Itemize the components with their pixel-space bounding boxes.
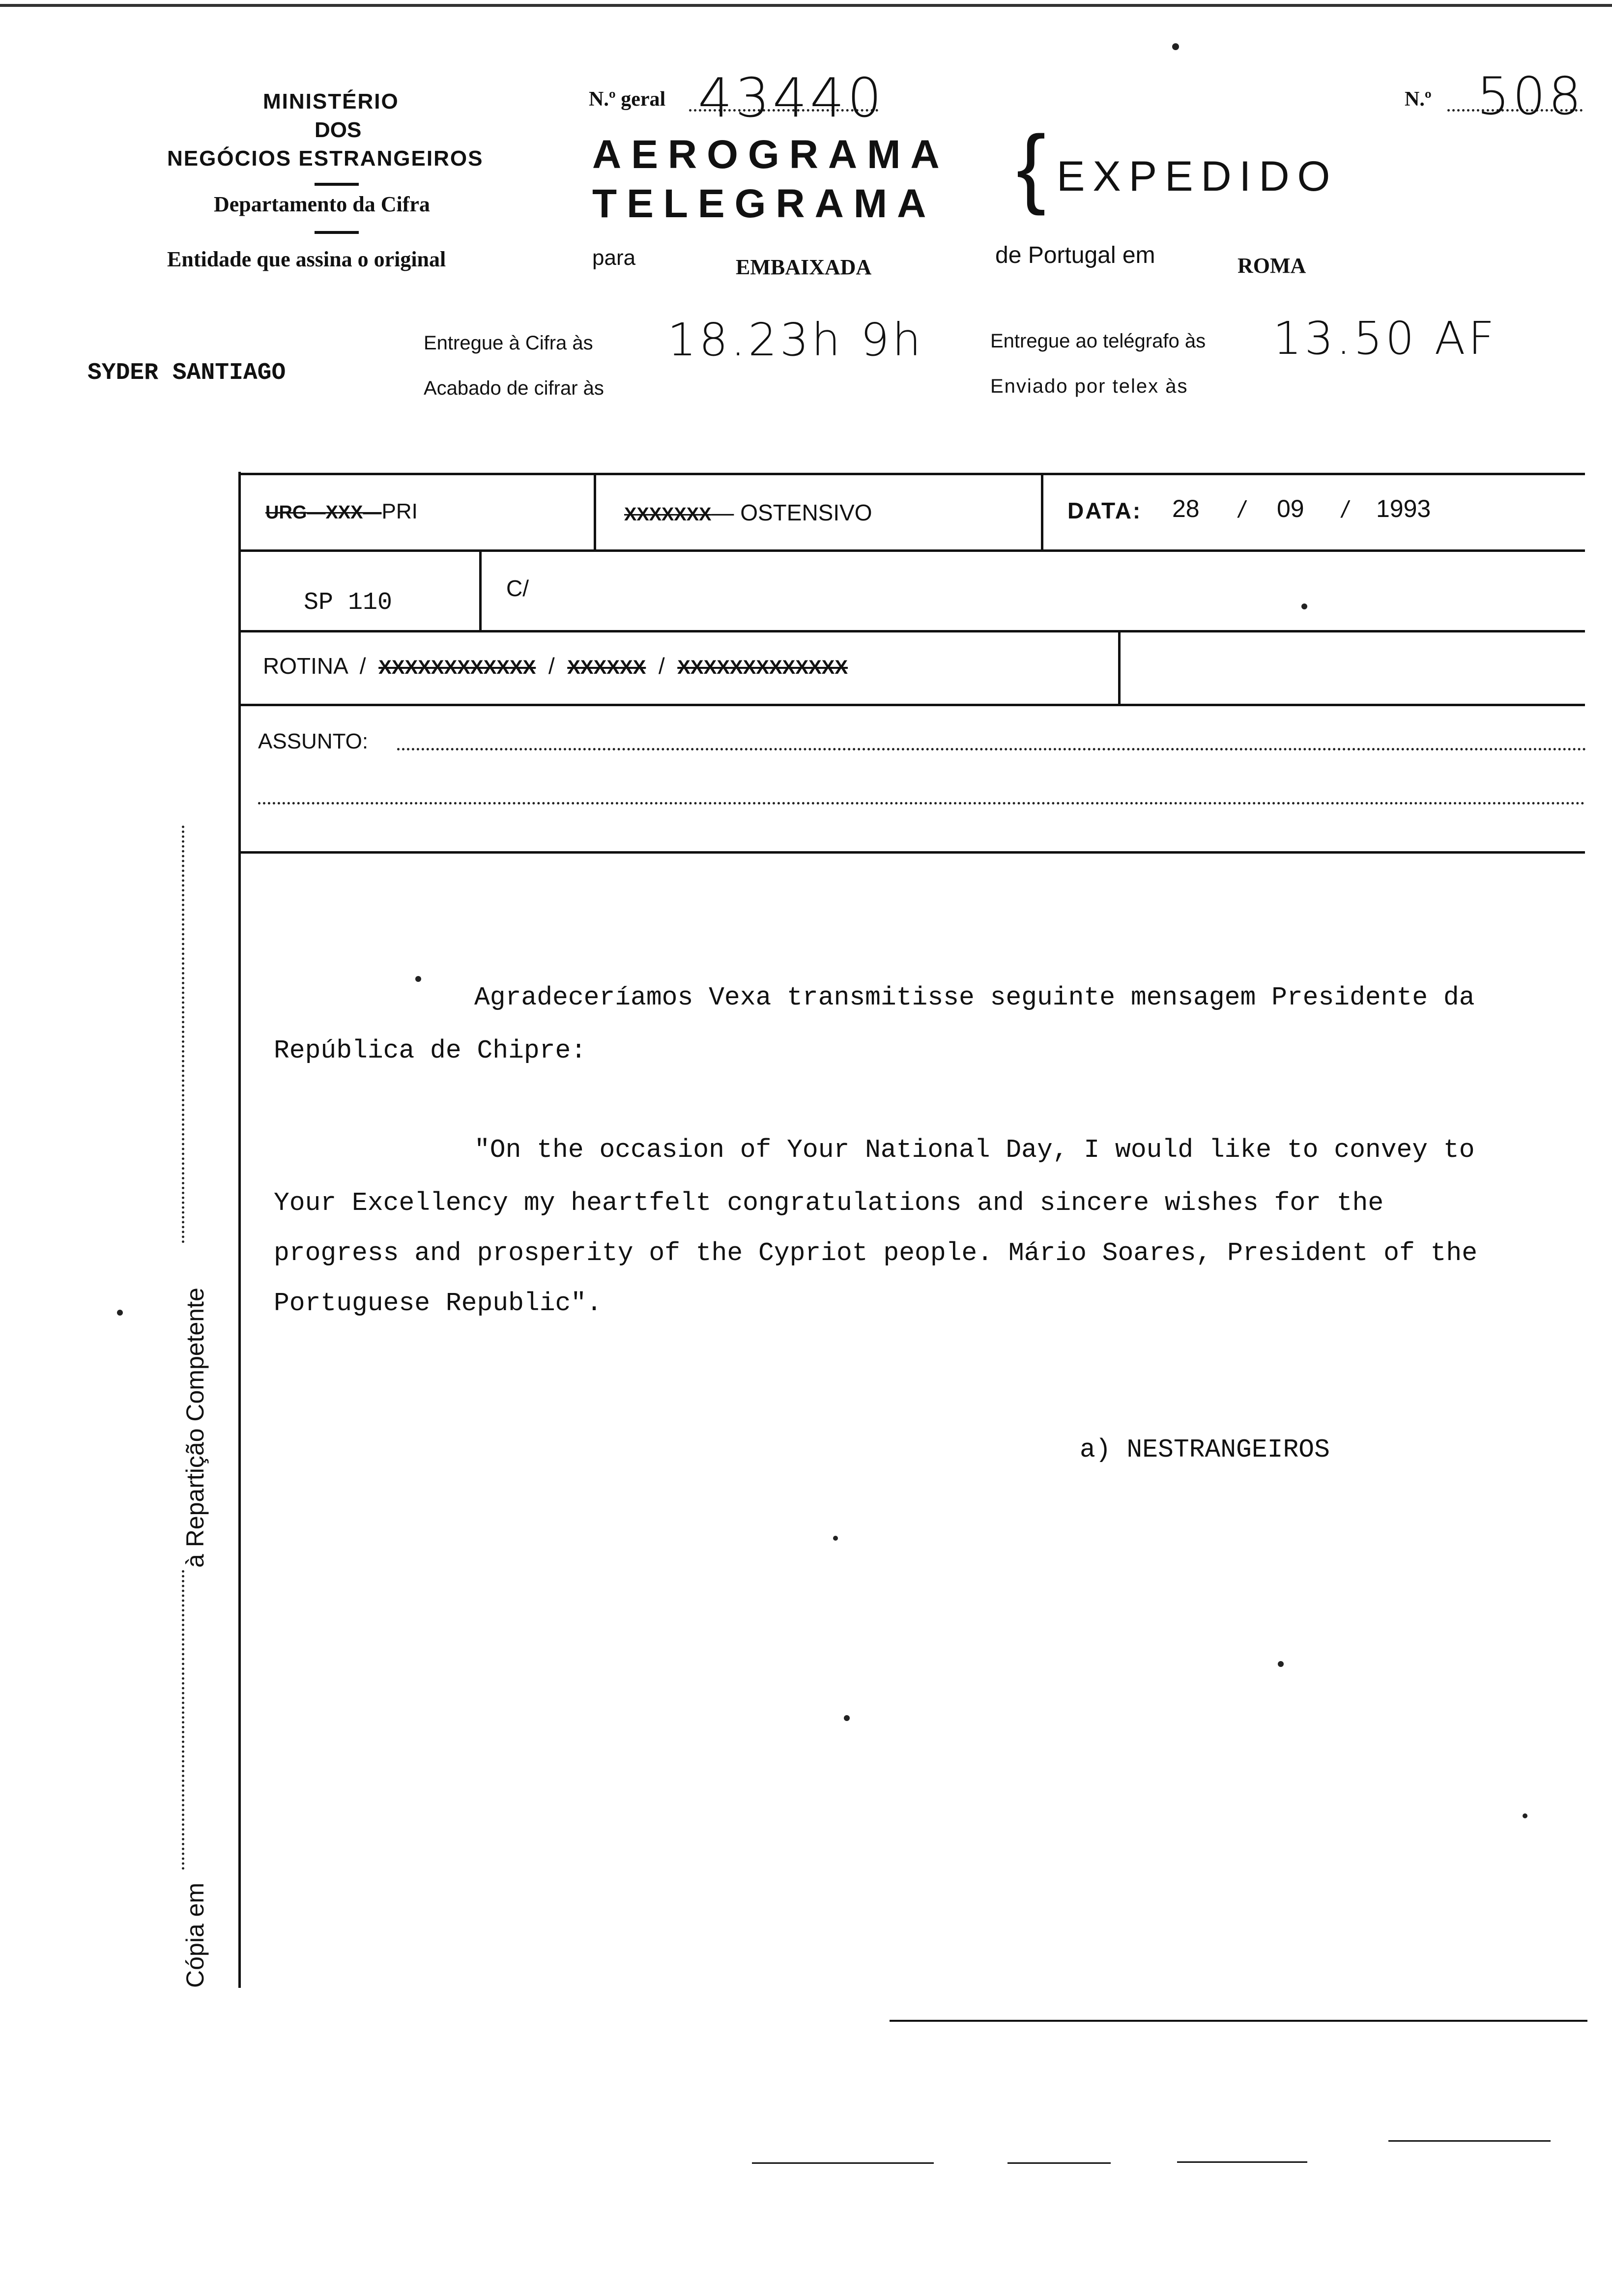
city-value: ROMA xyxy=(1238,254,1306,278)
date-month: 09 xyxy=(1277,495,1304,522)
margin-copy-fill xyxy=(182,1570,184,1870)
margin-label-copy: Cópia em xyxy=(181,1883,209,1988)
bottom-rule-3 xyxy=(1008,2162,1111,2164)
priority-field xyxy=(265,499,418,524)
body-para1-line2: República de Chipre: xyxy=(274,1036,587,1065)
date-day: 28 xyxy=(1172,495,1200,522)
general-number-label: N.º geral xyxy=(589,88,666,111)
routine-sep-3: / xyxy=(652,653,671,679)
sp-code: SP 110 xyxy=(304,589,393,617)
form-type-telegrama: TELEGRAMA xyxy=(592,181,936,226)
body-para2-line2: Your Excellency my heartfelt congratulations and sincere wishes for the xyxy=(274,1188,1384,1218)
form-type-brace: { xyxy=(1016,117,1046,216)
routine-struck-3: XXXXXXXXXXXXX xyxy=(677,657,848,678)
recipient-value: EMBAIXADA xyxy=(736,255,872,279)
ministry-line-3: NEGÓCIOS ESTRANGEIROS xyxy=(167,146,484,171)
form-rule-3 xyxy=(238,630,1585,632)
subject-fill-1 xyxy=(397,748,1586,750)
priority-value: PRI xyxy=(381,499,418,523)
scan-speck xyxy=(833,1536,838,1541)
origin-label: de Portugal em xyxy=(995,242,1155,268)
priority-struck: URG—XXX— xyxy=(265,502,382,523)
date-year: 1993 xyxy=(1376,495,1431,522)
classification-field xyxy=(624,499,872,526)
scan-speck xyxy=(117,1310,123,1316)
classification-value: — OSTENSIVO xyxy=(711,500,872,525)
subject-fill-2 xyxy=(258,802,1585,804)
form-col-divider-4 xyxy=(1118,632,1121,704)
ministry-divider-1 xyxy=(315,183,359,186)
scan-speck xyxy=(844,1715,850,1721)
form-type-aerograma: AEROGRAMA xyxy=(592,132,950,177)
routine-label: ROTINA xyxy=(263,653,347,679)
scan-speck xyxy=(1523,1813,1527,1818)
ministry-line-1: MINISTÉRIO xyxy=(263,89,399,114)
margin-repartition-fill xyxy=(182,826,184,1243)
department-label: Departamento da Cifra xyxy=(214,192,430,216)
routine-field xyxy=(263,653,848,679)
ministry-line-2: DOS xyxy=(315,118,362,142)
signature: a) NESTRANGEIROS xyxy=(1080,1435,1330,1464)
subject-label: ASSUNTO: xyxy=(258,729,369,753)
body-para2-line3: progress and prosperity of the Cypriot people. Mário Soares, President of the xyxy=(274,1238,1477,1268)
classification-struck: XXXXXXX xyxy=(624,504,712,525)
c-label: C/ xyxy=(506,575,529,601)
routine-struck-2: XXXXXX xyxy=(567,657,646,678)
cipher-finished-label: Acabado de cifrar às xyxy=(424,377,604,399)
form-top-rule xyxy=(238,473,1585,475)
bottom-rule-2 xyxy=(752,2162,934,2164)
bottom-rule-5 xyxy=(1388,2140,1551,2142)
general-number-value: 43440 xyxy=(698,66,885,129)
margin-label-repartition: à Repartição Competente xyxy=(181,1288,209,1568)
cipher-delivered-value: 18.23h 9h xyxy=(667,314,924,366)
direction-expedido: EXPEDIDO xyxy=(1057,153,1338,200)
bottom-rule-4 xyxy=(1177,2161,1307,2163)
number-label: N.º xyxy=(1405,88,1432,111)
cipher-delivered-label: Entregue à Cifra às xyxy=(424,332,593,354)
routine-sep-1: / xyxy=(353,653,373,679)
number-value: 508 xyxy=(1477,66,1584,126)
form-rule-bottom xyxy=(238,851,1585,854)
scan-speck xyxy=(415,976,421,982)
scan-top-edge xyxy=(0,4,1612,7)
scan-speck xyxy=(1301,603,1307,609)
scan-speck xyxy=(1278,1661,1284,1667)
form-col-divider-3 xyxy=(479,551,482,631)
signatory-label: Entidade que assina o original xyxy=(167,247,446,271)
body-para1-line1: Agradeceríamos Vexa transmitisse seguinte mensagem Presidente da xyxy=(474,983,1475,1012)
telex-sent-label: Enviado por telex às xyxy=(990,375,1188,397)
telegraph-delivered-label: Entregue ao telégrafo às xyxy=(990,330,1206,352)
form-col-divider-2 xyxy=(1041,473,1043,551)
routine-sep-2: / xyxy=(542,653,561,679)
form-col-divider-1 xyxy=(594,473,596,551)
telegraph-delivered-value: 13.50 AF xyxy=(1273,312,1497,365)
form-rule-4 xyxy=(238,704,1585,706)
date-sep-1: / xyxy=(1238,497,1245,523)
scan-speck xyxy=(1172,43,1179,50)
ministry-divider-2 xyxy=(315,231,359,234)
bottom-rule-1 xyxy=(890,2020,1587,2022)
body-para2-line1: "On the occasion of Your National Day, I would like to convey to xyxy=(474,1135,1475,1165)
form-left-border xyxy=(238,472,241,1988)
date-label: DATA: xyxy=(1067,498,1142,523)
routine-struck-1: XXXXXXXXXXXX xyxy=(378,657,536,678)
body-para2-line4: Portuguese Republic". xyxy=(274,1289,602,1318)
form-rule-2 xyxy=(238,549,1585,552)
signatory-name: SYDER SANTIAGO xyxy=(87,360,286,386)
date-sep-2: / xyxy=(1342,497,1349,523)
recipient-label: para xyxy=(592,246,636,270)
